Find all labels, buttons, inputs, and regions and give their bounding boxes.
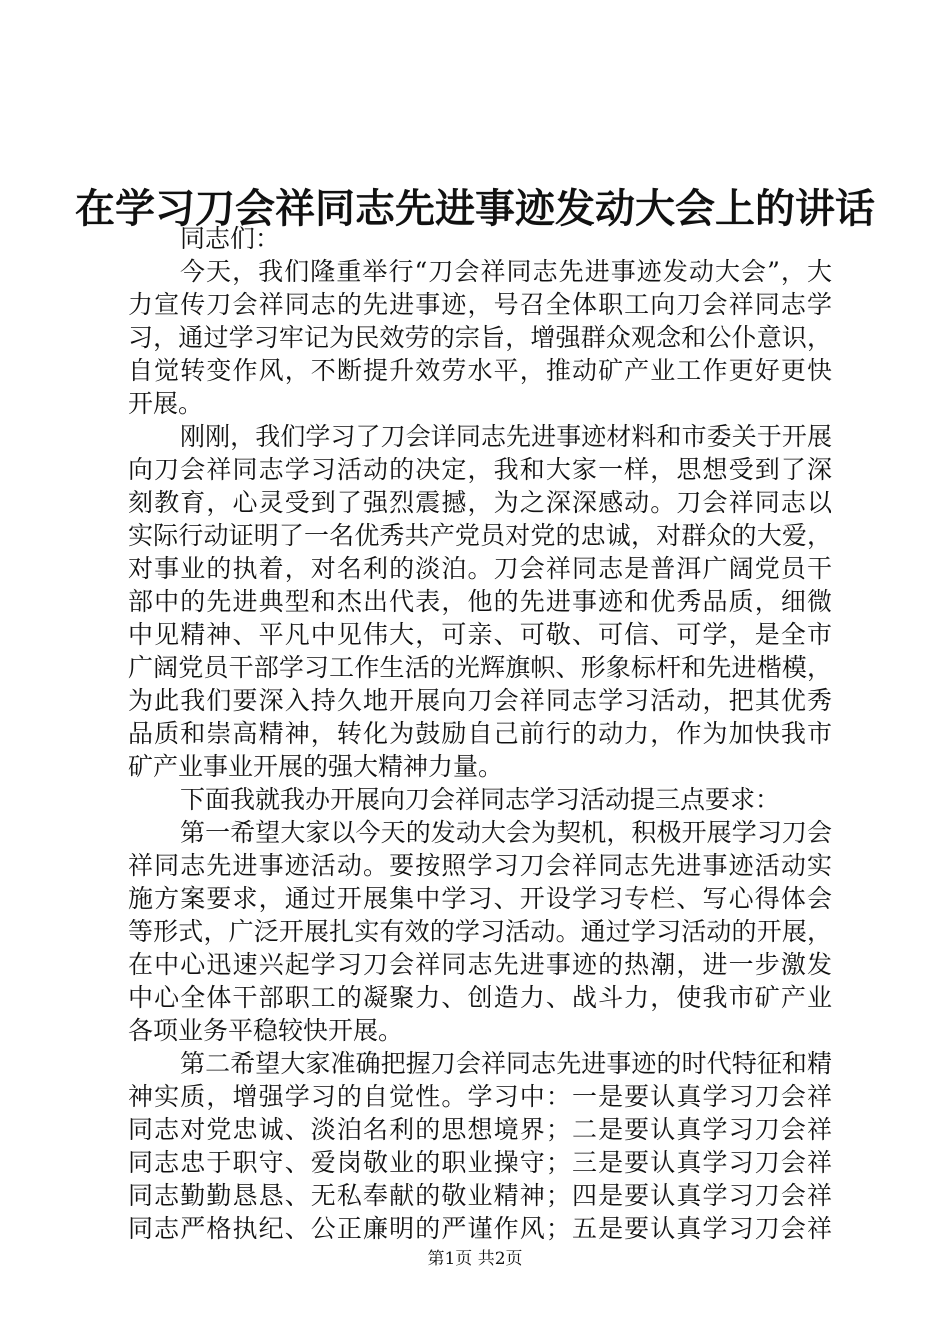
text-line: 对事业的执着，对名利的淡泊。刀会祥同志是普洱广阔党员干: [128, 554, 832, 583]
text-line: 刻教育，心灵受到了强烈震撼，为之深深感动。刀会祥同志以: [128, 488, 832, 517]
text-line: 今天，我们隆重举行“刀会祥同志先进事迹发动大会”，大: [180, 257, 832, 286]
text-line: 同志严格执纪、公正廉明的严谨作风；五是要认真学习刀会祥: [128, 1214, 832, 1243]
paragraph: [128, 222, 832, 255]
text-line: 实际行动证明了一名优秀共产党员对党的忠诚，对群众的大爱，: [128, 521, 832, 550]
document-body: [128, 222, 832, 1245]
text-line: 同志忠于职守、爱岗敬业的职业操守；三是要认真学习刀会祥: [128, 1148, 832, 1177]
text-line: 中心全体干部职工的凝聚力、创造力、战斗力，使我市矿产业: [128, 983, 832, 1012]
paragraph: [128, 255, 832, 420]
text-line: 第一希望大家以今天的发动大会为契机，积极开展学习刀会: [180, 818, 832, 847]
text-line: 等形式，广泛开展扎实有效的学习活动。通过学习活动的开展，: [128, 917, 832, 946]
text-line: 同志对党忠诚、淡泊名利的思想境界；二是要认真学习刀会祥: [128, 1115, 832, 1144]
text-line: 刚刚，我们学习了刀会详同志先进事迹材料和市委关于开展: [180, 422, 832, 451]
document-title: 在学习刀会祥同志先进事迹发动大会上的讲话: [75, 186, 875, 232]
text-line: 第二希望大家准确把握刀会祥同志先进事迹的时代特征和精: [180, 1049, 832, 1078]
text-line: 为此我们要深入持久地开展向刀会祥同志学习活动，把其优秀: [128, 686, 832, 715]
text-line: 各项业务平稳较快开展。: [128, 1016, 404, 1045]
text-line: 中见精神、平凡中见伟大，可亲、可敬、可信、可学，是全市: [128, 620, 832, 649]
text-line: 部中的先进典型和杰出代表，他的先进事迹和优秀品质，细微: [128, 587, 832, 616]
page-footer: 第1页 共2页: [427, 1249, 523, 1269]
text-line: 习，通过学习牢记为民效劳的宗旨，增强群众观念和公仆意识，: [128, 323, 832, 352]
text-line: 在中心迅速兴起学习刀会祥同志先进事迹的热潮，进一步激发: [128, 950, 832, 979]
text-line: 矿产业事业开展的强大精神力量。: [128, 752, 504, 781]
text-line: 向刀会祥同志学习活动的决定，我和大家一样，思想受到了深: [128, 455, 832, 484]
text-line: 品质和崇高精神，转化为鼓励自己前行的动力，作为加快我市: [128, 719, 832, 748]
text-line: 同志勤勤恳恳、无私奉献的敬业精神；四是要认真学习刀会祥: [128, 1181, 832, 1210]
text-line: 自觉转变作风，不断提升效劳水平，推动矿产业工作更好更快: [128, 356, 832, 385]
paragraph: [128, 420, 832, 783]
text-line: 力宣传刀会祥同志的先进事迹，号召全体职工向刀会祥同志学: [128, 290, 832, 319]
text-line: 神实质，增强学习的自觉性。学习中：一是要认真学习刀会祥: [128, 1082, 832, 1111]
text-line: 施方案要求，通过开展集中学习、开设学习专栏、写心得体会: [128, 884, 832, 913]
text-line: 下面我就我办开展向刀会祥同志学习活动提三点要求：: [180, 785, 781, 814]
text-line: 同志们：: [180, 224, 281, 253]
paragraph: [128, 1047, 832, 1245]
paragraph: [128, 816, 832, 1047]
paragraph: [128, 783, 832, 816]
text-line: 广阔党员干部学习工作生活的光辉旗帜、形象标杆和先进楷模，: [128, 653, 832, 682]
text-line: 开展。: [128, 389, 204, 418]
text-line: 祥同志先进事迹活动。要按照学习刀会祥同志先进事迹活动实: [128, 851, 832, 880]
